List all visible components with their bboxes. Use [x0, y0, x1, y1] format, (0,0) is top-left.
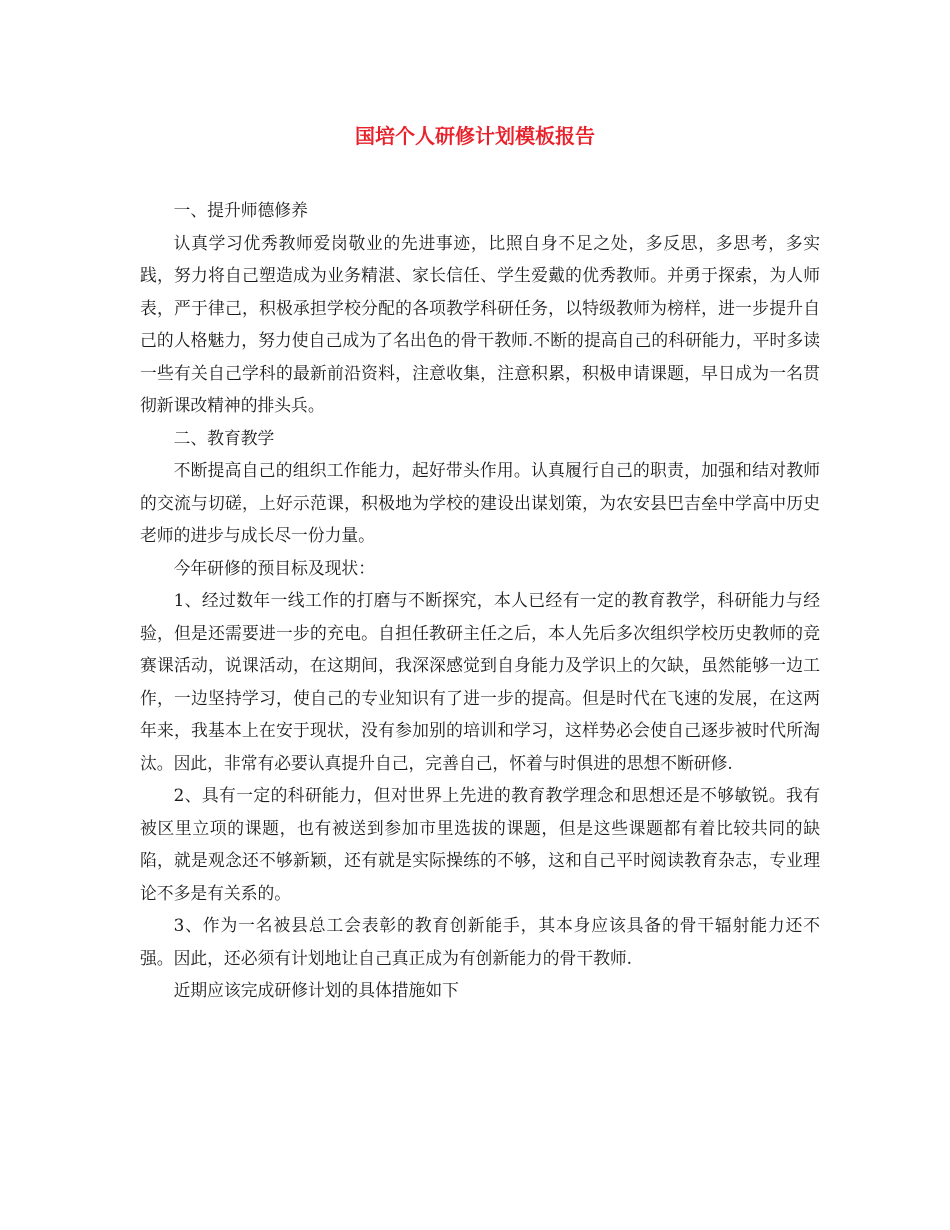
paragraph-ethics: 认真学习优秀教师爱岗敬业的先进事迹，比照自身不足之处，多反思，多思考，多实践，努力将自己塑造成为业务精湛、家长信任、学生爱戴的优秀教师。并勇于探索，为人师表，严于律己，积极承担学校分配的各项教学科研任务，以特级教师为榜样，进一步提升自己的人格魅力，努力使自己成为了名出色的骨干教师.不断的提高自己的科研能力，平时多读一些有关自己学科的最新前沿资料，注意收集，注意积累，积极申请课题，早日成为一名贯彻新课改精神的排头兵。 — [140, 232, 820, 415]
paragraph-goal-2: 2、具有一定的科研能力，但对世界上先进的教育教学理念和思想还是不够敏锐。我有被区里立项的课题，也有被送到参加市里选拔的课题，但是这些课题都有着比较共同的缺陷，就是观念还不够新颖，还有就是实际操练的不够，这和自己平时阅读教育杂志，专业理论不多是有关系的。 — [140, 785, 820, 903]
section-heading-teaching: 二、教育教学 — [173, 427, 275, 448]
paragraph-goal-3: 3、作为一名被县总工会表彰的教育创新能手，其本身应该具备的骨干辐射能力还不强。因此，还必须有计划地让自己真正成为有创新能力的骨干教师. — [140, 915, 820, 968]
document-body — [140, 194, 820, 1007]
section-heading-ethics: 一、提升师德修养 — [173, 200, 308, 220]
paragraph-goals-intro: 今年研修的预目标及现状： — [173, 557, 375, 578]
paragraph-teaching: 不断提高自己的组织工作能力，起好带头作用。认真履行自己的职责，加强和结对教师的交流与切磋，上好示范课，积极地为学校的建设出谋划策，为农安县巴吉垒中学高中历史老师的进步与成长尽一份力量。 — [140, 460, 820, 545]
paragraph-measures-intro: 近期应该完成研修计划的具体措施如下 — [173, 980, 459, 1000]
paragraph-goal-1: 1、经过数年一线工作的打磨与不断探究，本人已经有一定的教育教学，科研能力与经验，但是还需要进一步的充电。自担任教研主任之后，本人先后多次组织学校历史教师的竞赛课活动，说课活动，在这期间，我深深感觉到自身能力及学识上的欠缺，虽然能够一边工作，一边坚持学习，使自己的专业知识有了进一步的提高。但是时代在飞速的发展，在这两年来，我基本上在安于现状，没有参加别的培训和学习，这样势必会使自己逐步被时代所淘汰。因此，非常有必要认真提升自己，完善自己，怀着与时俱进的思想不断研修. — [140, 590, 820, 773]
document-title: 国培个人研修计划模板报告 — [355, 124, 595, 148]
